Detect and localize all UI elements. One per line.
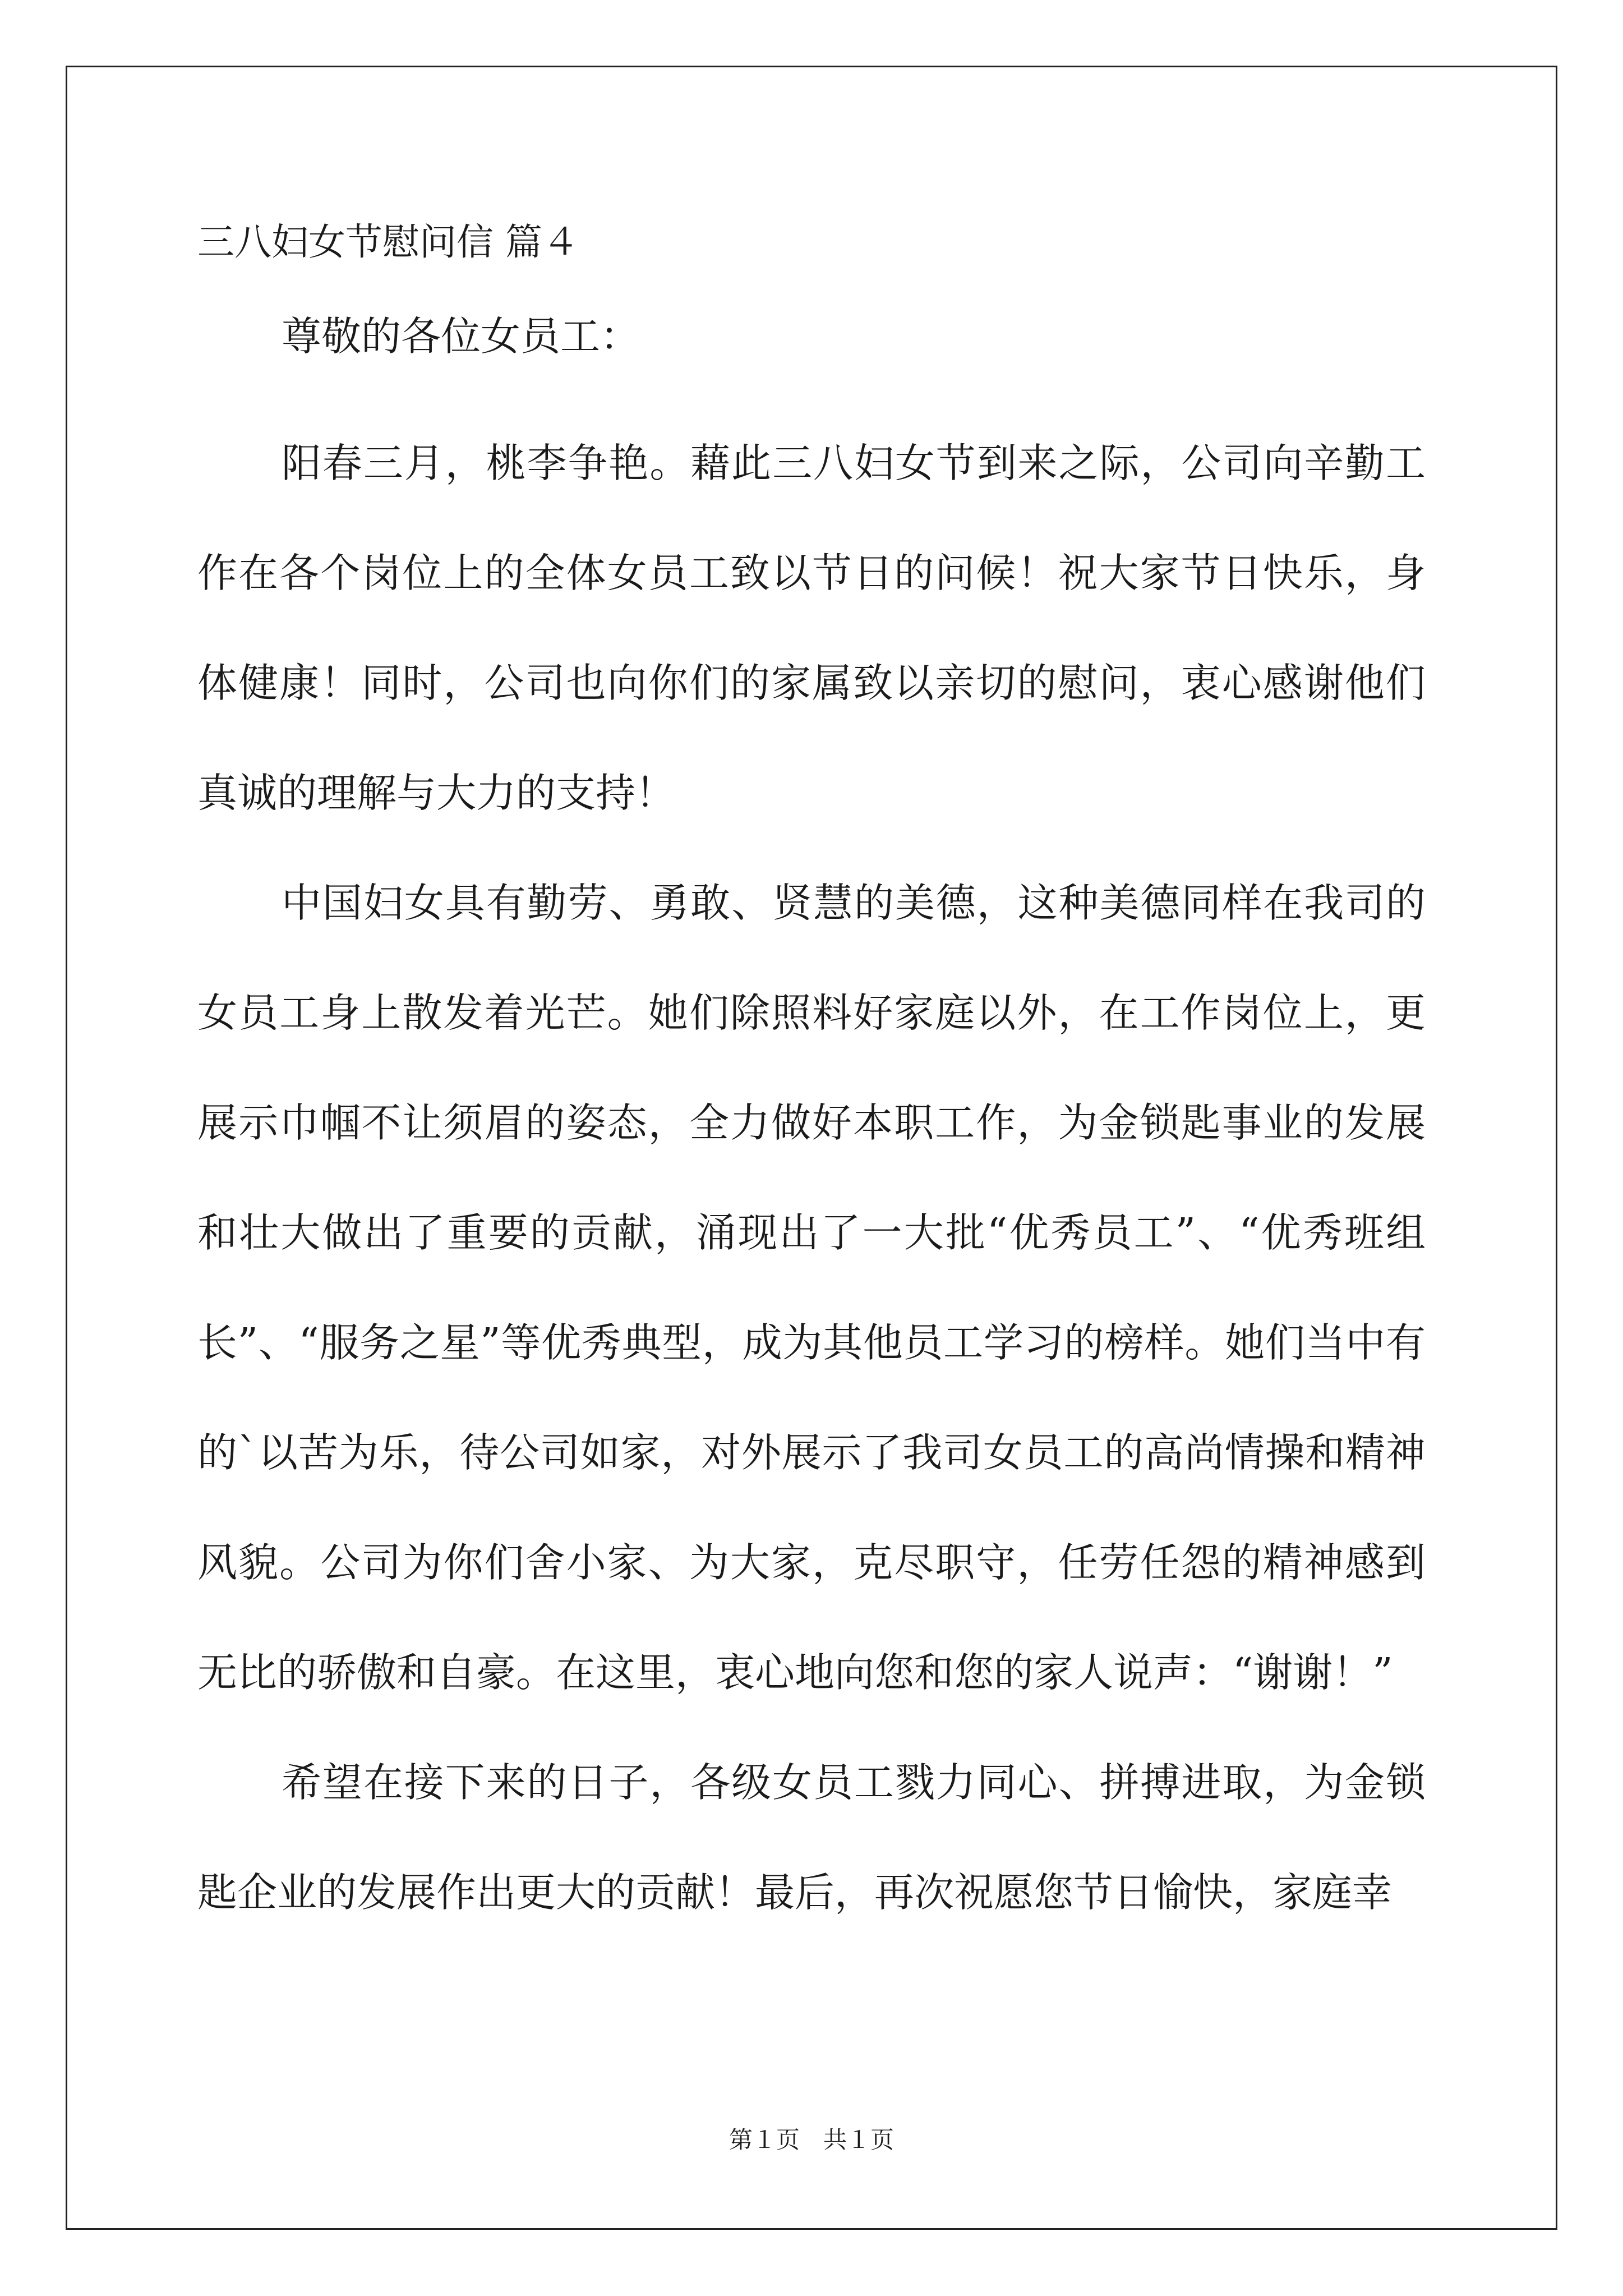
greeting: 尊敬的各位女员工：	[282, 313, 640, 360]
document-title: 三八妇女节慰问信 篇４	[197, 220, 579, 264]
document-body	[197, 220, 1426, 1948]
paragraph-2: 中国妇女具有勤劳、勇敢、贤慧的美德，这种美德同样在我司的女员工身上散发着光芒。她们除照料好家庭以外，在工作岗位上，更展示巾帼不让须眉的姿态，全力做好本职工作，为金锁匙事业的发展和壮大做出了重要的贡献，涌现出了一大批“优秀员工”、“优秀班组长”、“服务之星”等优秀典型，成为其他员工学习的榜样。她们当中有的`以苦为乐，待公司如家，对外展示了我司女员工的高尚情操和精神风貌。公司为你们舍小家、为大家，克尽职守，任劳任怨的精神感到无比的骄傲和自豪。在这里，衷心地向您和您的家人说声：“谢谢！”	[197, 880, 1426, 1696]
paragraph-1: 阳春三月，桃李争艳。藉此三八妇女节到来之际，公司向辛勤工作在各个岗位上的全体女员工致以节日的问候！祝大家节日快乐，身体健康！同时，公司也向你们的家属致以亲切的慰问，衷心感谢他们真诚的理解与大力的支持！	[197, 440, 1426, 816]
page-footer: 第１页 共１页	[728, 2126, 894, 2154]
paragraph-3: 希望在接下来的日子，各级女员工戮力同心、拼搏进取，为金锁匙企业的发展作出更大的贡献！最后，再次祝愿您节日愉快，家庭幸	[197, 1759, 1426, 1916]
